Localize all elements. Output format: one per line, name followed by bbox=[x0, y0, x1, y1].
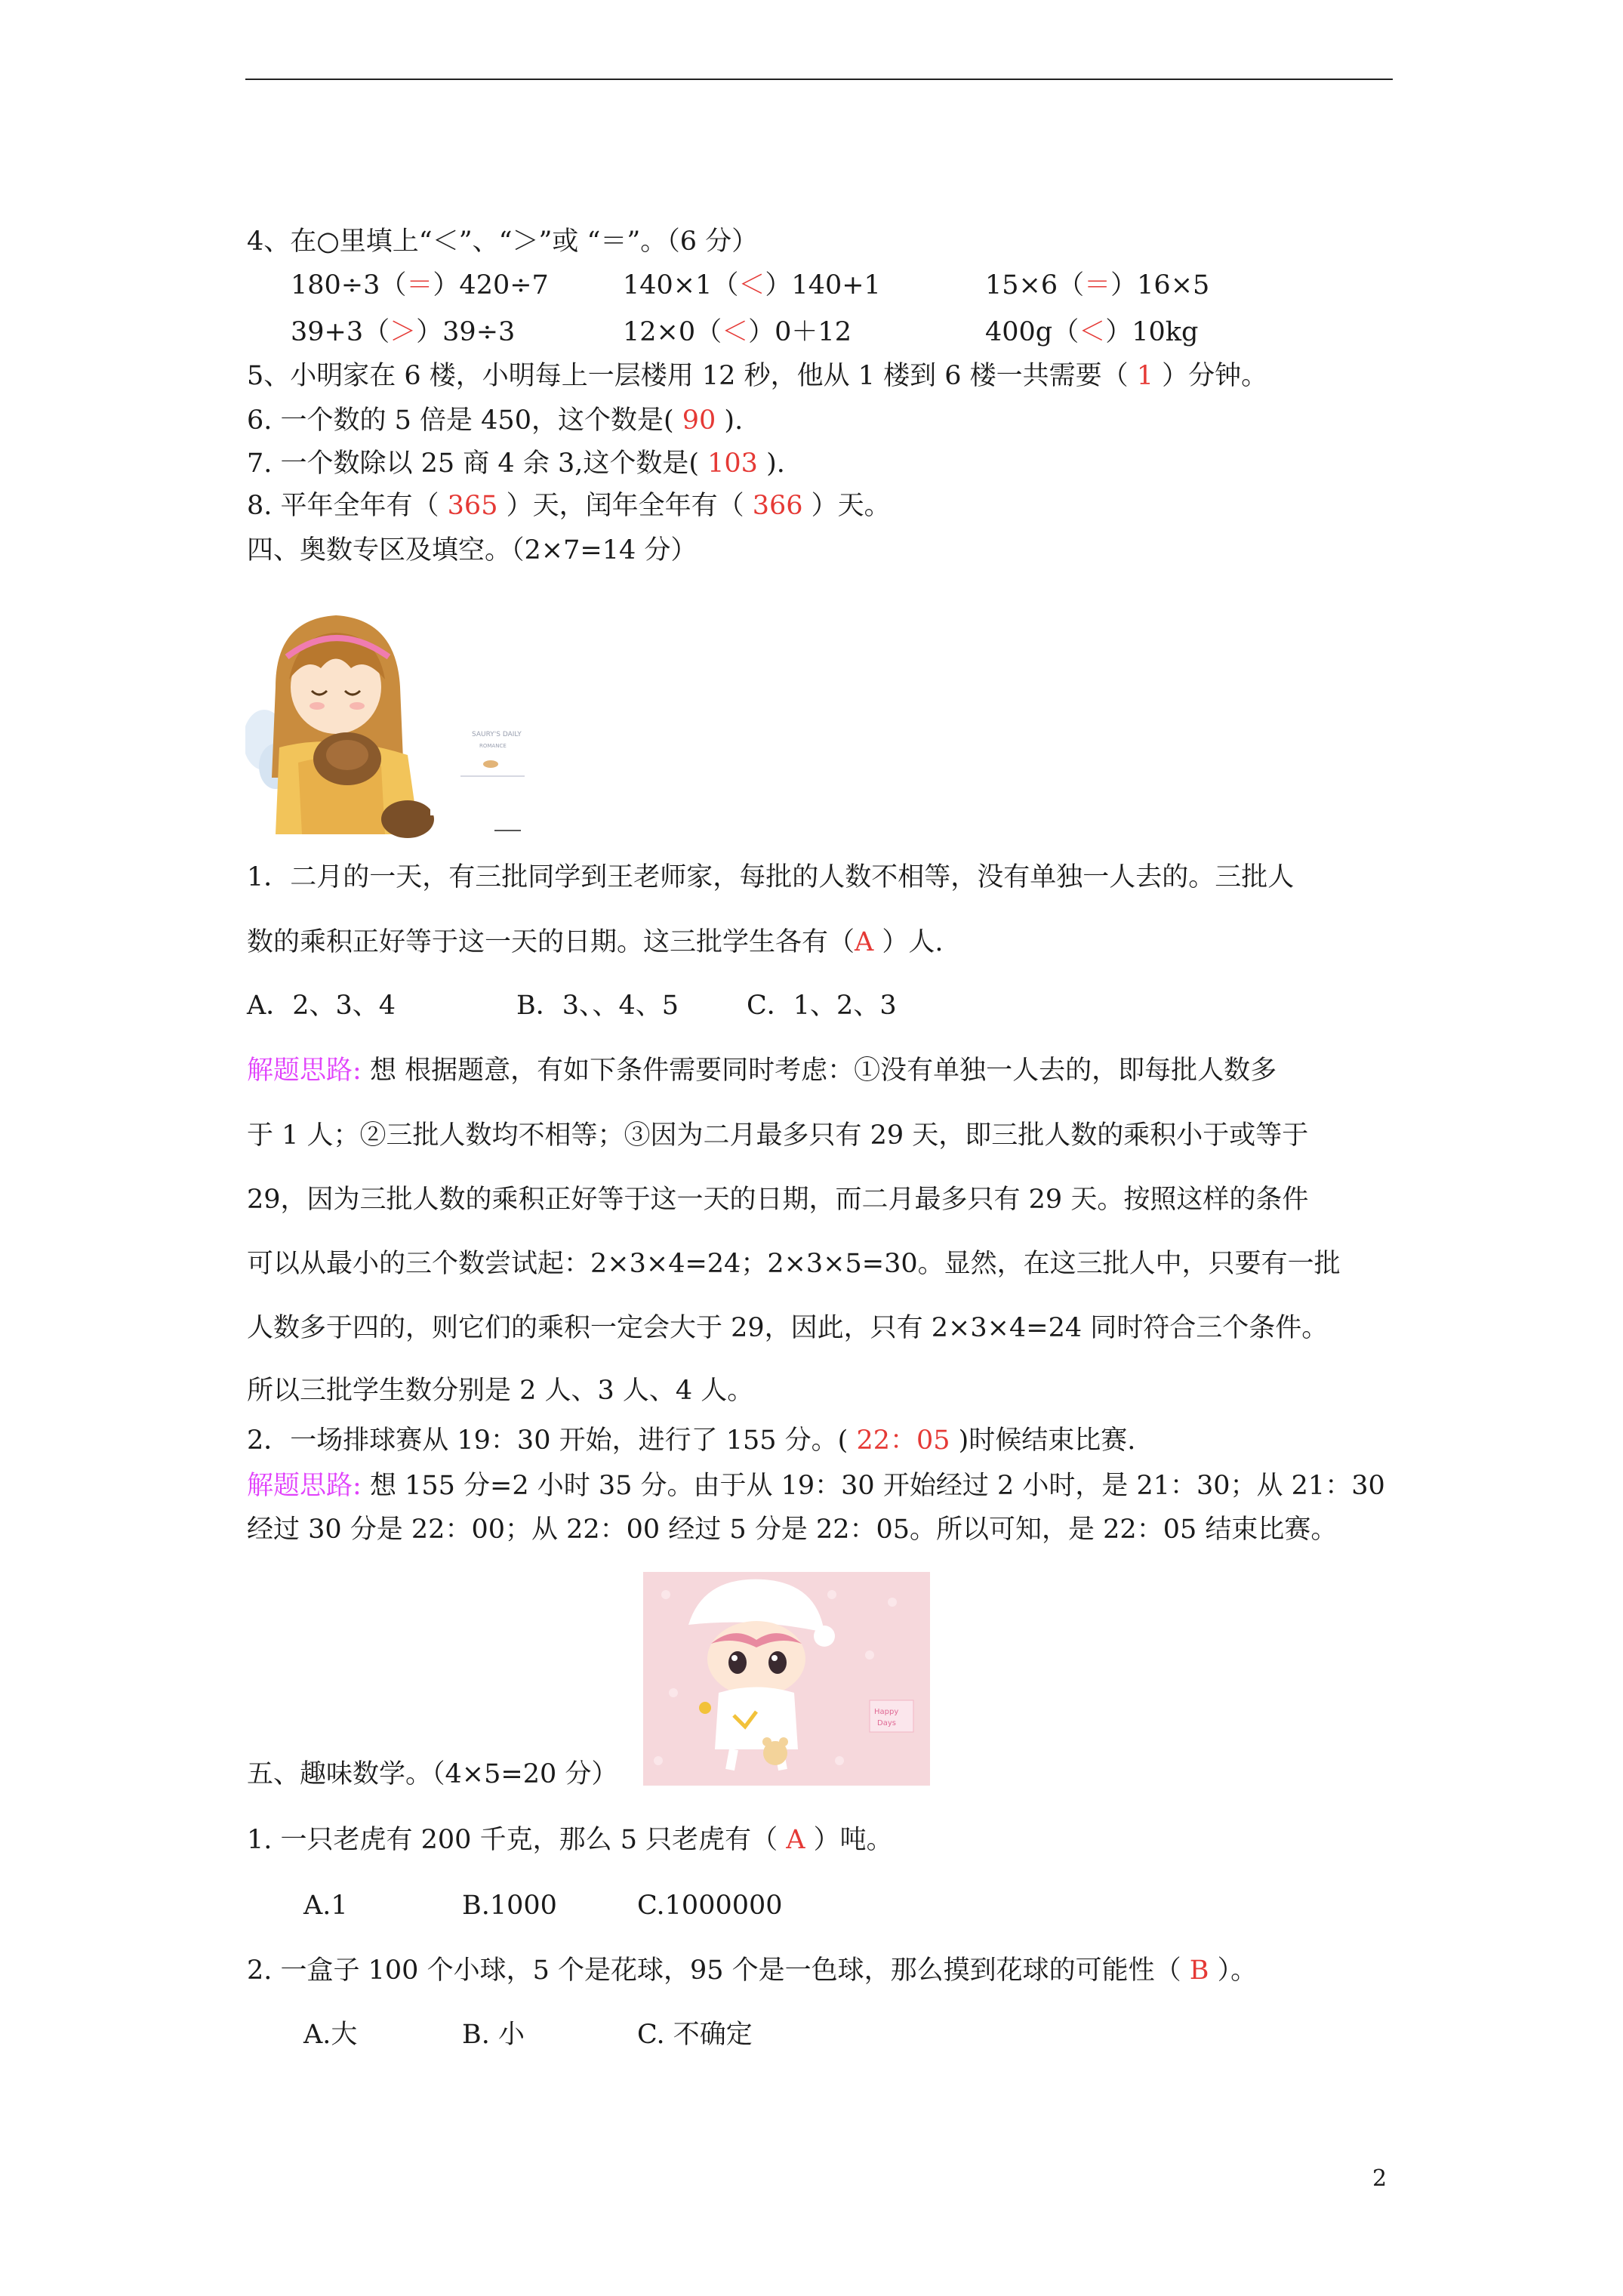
header-rule bbox=[245, 79, 1393, 80]
q4-row-2 bbox=[291, 316, 1198, 349]
p1-solution-5: 人数多于四的，则它们的乘积一定会大于 29，因此，只有 2×3×4=24 同时符合三个条件。 bbox=[247, 1313, 1329, 1343]
compare-item: 39+3（＞）39÷3 bbox=[291, 317, 516, 347]
q5-answer: 1 bbox=[1136, 361, 1154, 391]
f2-options: A.大 B. 小 C. 不确定 bbox=[303, 2020, 753, 2050]
q7: 7. 一个数除以 25 商 4 余 3,这个数是( 103 ). bbox=[247, 448, 785, 479]
p1-solution-2: 于 1 人；②三批人数均不相等；③因为二月最多只有 29 天，即三批人数的乘积小于或等于 bbox=[247, 1120, 1309, 1151]
compare-item: 400g（＜）10kg bbox=[985, 317, 1199, 347]
q7-answer: 103 bbox=[707, 448, 758, 479]
compare-item: 180÷3（＝）420÷7 bbox=[291, 270, 549, 300]
p1-line-1: 1．二月的一天，有三批同学到王老师家，每批的人数不相等，没有单独一人去的。三批人 bbox=[247, 862, 1295, 892]
p1-solution-4: 可以从最小的三个数尝试起：2×3×4=24；2×3×5=30。显然，在这三批人中，只要有一批 bbox=[247, 1249, 1341, 1279]
solution-label: 解题思路: bbox=[247, 1056, 362, 1086]
baby-illustration bbox=[643, 1572, 930, 1786]
q8-answer-2: 366 bbox=[752, 491, 803, 521]
svg-text:Happy bbox=[874, 1708, 898, 1716]
card-text-2: ROMANCE bbox=[479, 743, 507, 749]
f1-answer: A bbox=[786, 1825, 805, 1855]
card-text-1: SAURY'S DAILY bbox=[472, 731, 522, 738]
q5: 5、小明家在 6 楼，小明每上一层楼用 12 秒，他从 1 楼到 6 楼一共需要（ 1 ）分钟。 bbox=[247, 361, 1268, 391]
card-text-3: Happy bbox=[874, 1708, 899, 1716]
p2-answer: 22：05 bbox=[856, 1425, 950, 1456]
p1-solution-1: 解题思路: 想 根据题意，有如下条件需要同时考虑：①没有单独一人去的，即每批人数多 bbox=[247, 1056, 1277, 1086]
card-text-4: Days bbox=[877, 1719, 896, 1727]
q4-row-1 bbox=[291, 269, 1209, 302]
compare-item: 140×1（＜）140+1 bbox=[623, 270, 881, 300]
compare-item: 12×0（＜）0＋12 bbox=[623, 317, 852, 347]
p1-solution-6: 所以三批学生数分别是 2 人、3 人、4 人。 bbox=[247, 1376, 754, 1406]
p1-options: A．2、3、4 B．3、、4、5 C．1、2、3 bbox=[247, 991, 897, 1021]
p2-solution-2: 经过 30 分是 22：00；从 22：00 经过 5 分是 22：05。所以可知，是 22：05 结束比赛。 bbox=[247, 1515, 1338, 1545]
q8-answer-1: 365 bbox=[447, 491, 498, 521]
svg-text:ROMANCE bbox=[479, 743, 507, 749]
solution-label: 解题思路: bbox=[247, 1471, 362, 1501]
q6: 6. 一个数的 5 倍是 450，这个数是( 90 ). bbox=[247, 405, 744, 436]
section-5-heading: 五、趣味数学。（4×5=20 分） bbox=[247, 1759, 618, 1789]
page-number: 2 bbox=[1372, 2165, 1387, 2192]
f1-question: 1. 一只老虎有 200 千克，那么 5 只老虎有（ A ）吨。 bbox=[247, 1825, 893, 1855]
svg-text:SAURY'S DAILY bbox=[472, 731, 522, 738]
compare-item: 15×6（＝）16×5 bbox=[985, 270, 1210, 300]
q8: 8. 平年全年有（ 365 ）天，闰年全年有（ 366 ）天。 bbox=[247, 491, 891, 521]
p2-question: 2．一场排球赛从 19：30 开始，进行了 155 分。( 22：05 )时候结束比赛. bbox=[247, 1425, 1136, 1456]
q6-answer: 90 bbox=[682, 405, 716, 436]
p1-answer: A bbox=[855, 927, 874, 957]
svg-text:Days bbox=[877, 1719, 896, 1727]
girl-illustration bbox=[245, 604, 577, 838]
f1-options: A.1 B.1000 C.1000000 bbox=[303, 1891, 783, 1921]
p2-solution-1: 解题思路: 想 155 分=2 小时 35 分。由于从 19：30 开始经过 2 小时，是 21：30；从 21：30 bbox=[247, 1471, 1385, 1501]
q4-title: 4、在○里填上“＜”、“＞”或 “＝”。（6 分） bbox=[247, 227, 759, 257]
f2-answer: B bbox=[1189, 1955, 1209, 1986]
p1-line-2: 数的乘积正好等于这一天的日期。这三批学生各有（A ）人. bbox=[247, 927, 944, 957]
p1-solution-3: 29，因为三批人数的乘积正好等于这一天的日期，而二月最多只有 29 天。按照这样的条件 bbox=[247, 1185, 1309, 1215]
section-4-heading: 四、奥数专区及填空。（2×7=14 分） bbox=[247, 535, 698, 566]
f2-question: 2. 一盒子 100 个小球，5 个是花球，95 个是一色球，那么摸到花球的可能性（ B ）。 bbox=[247, 1955, 1258, 1986]
